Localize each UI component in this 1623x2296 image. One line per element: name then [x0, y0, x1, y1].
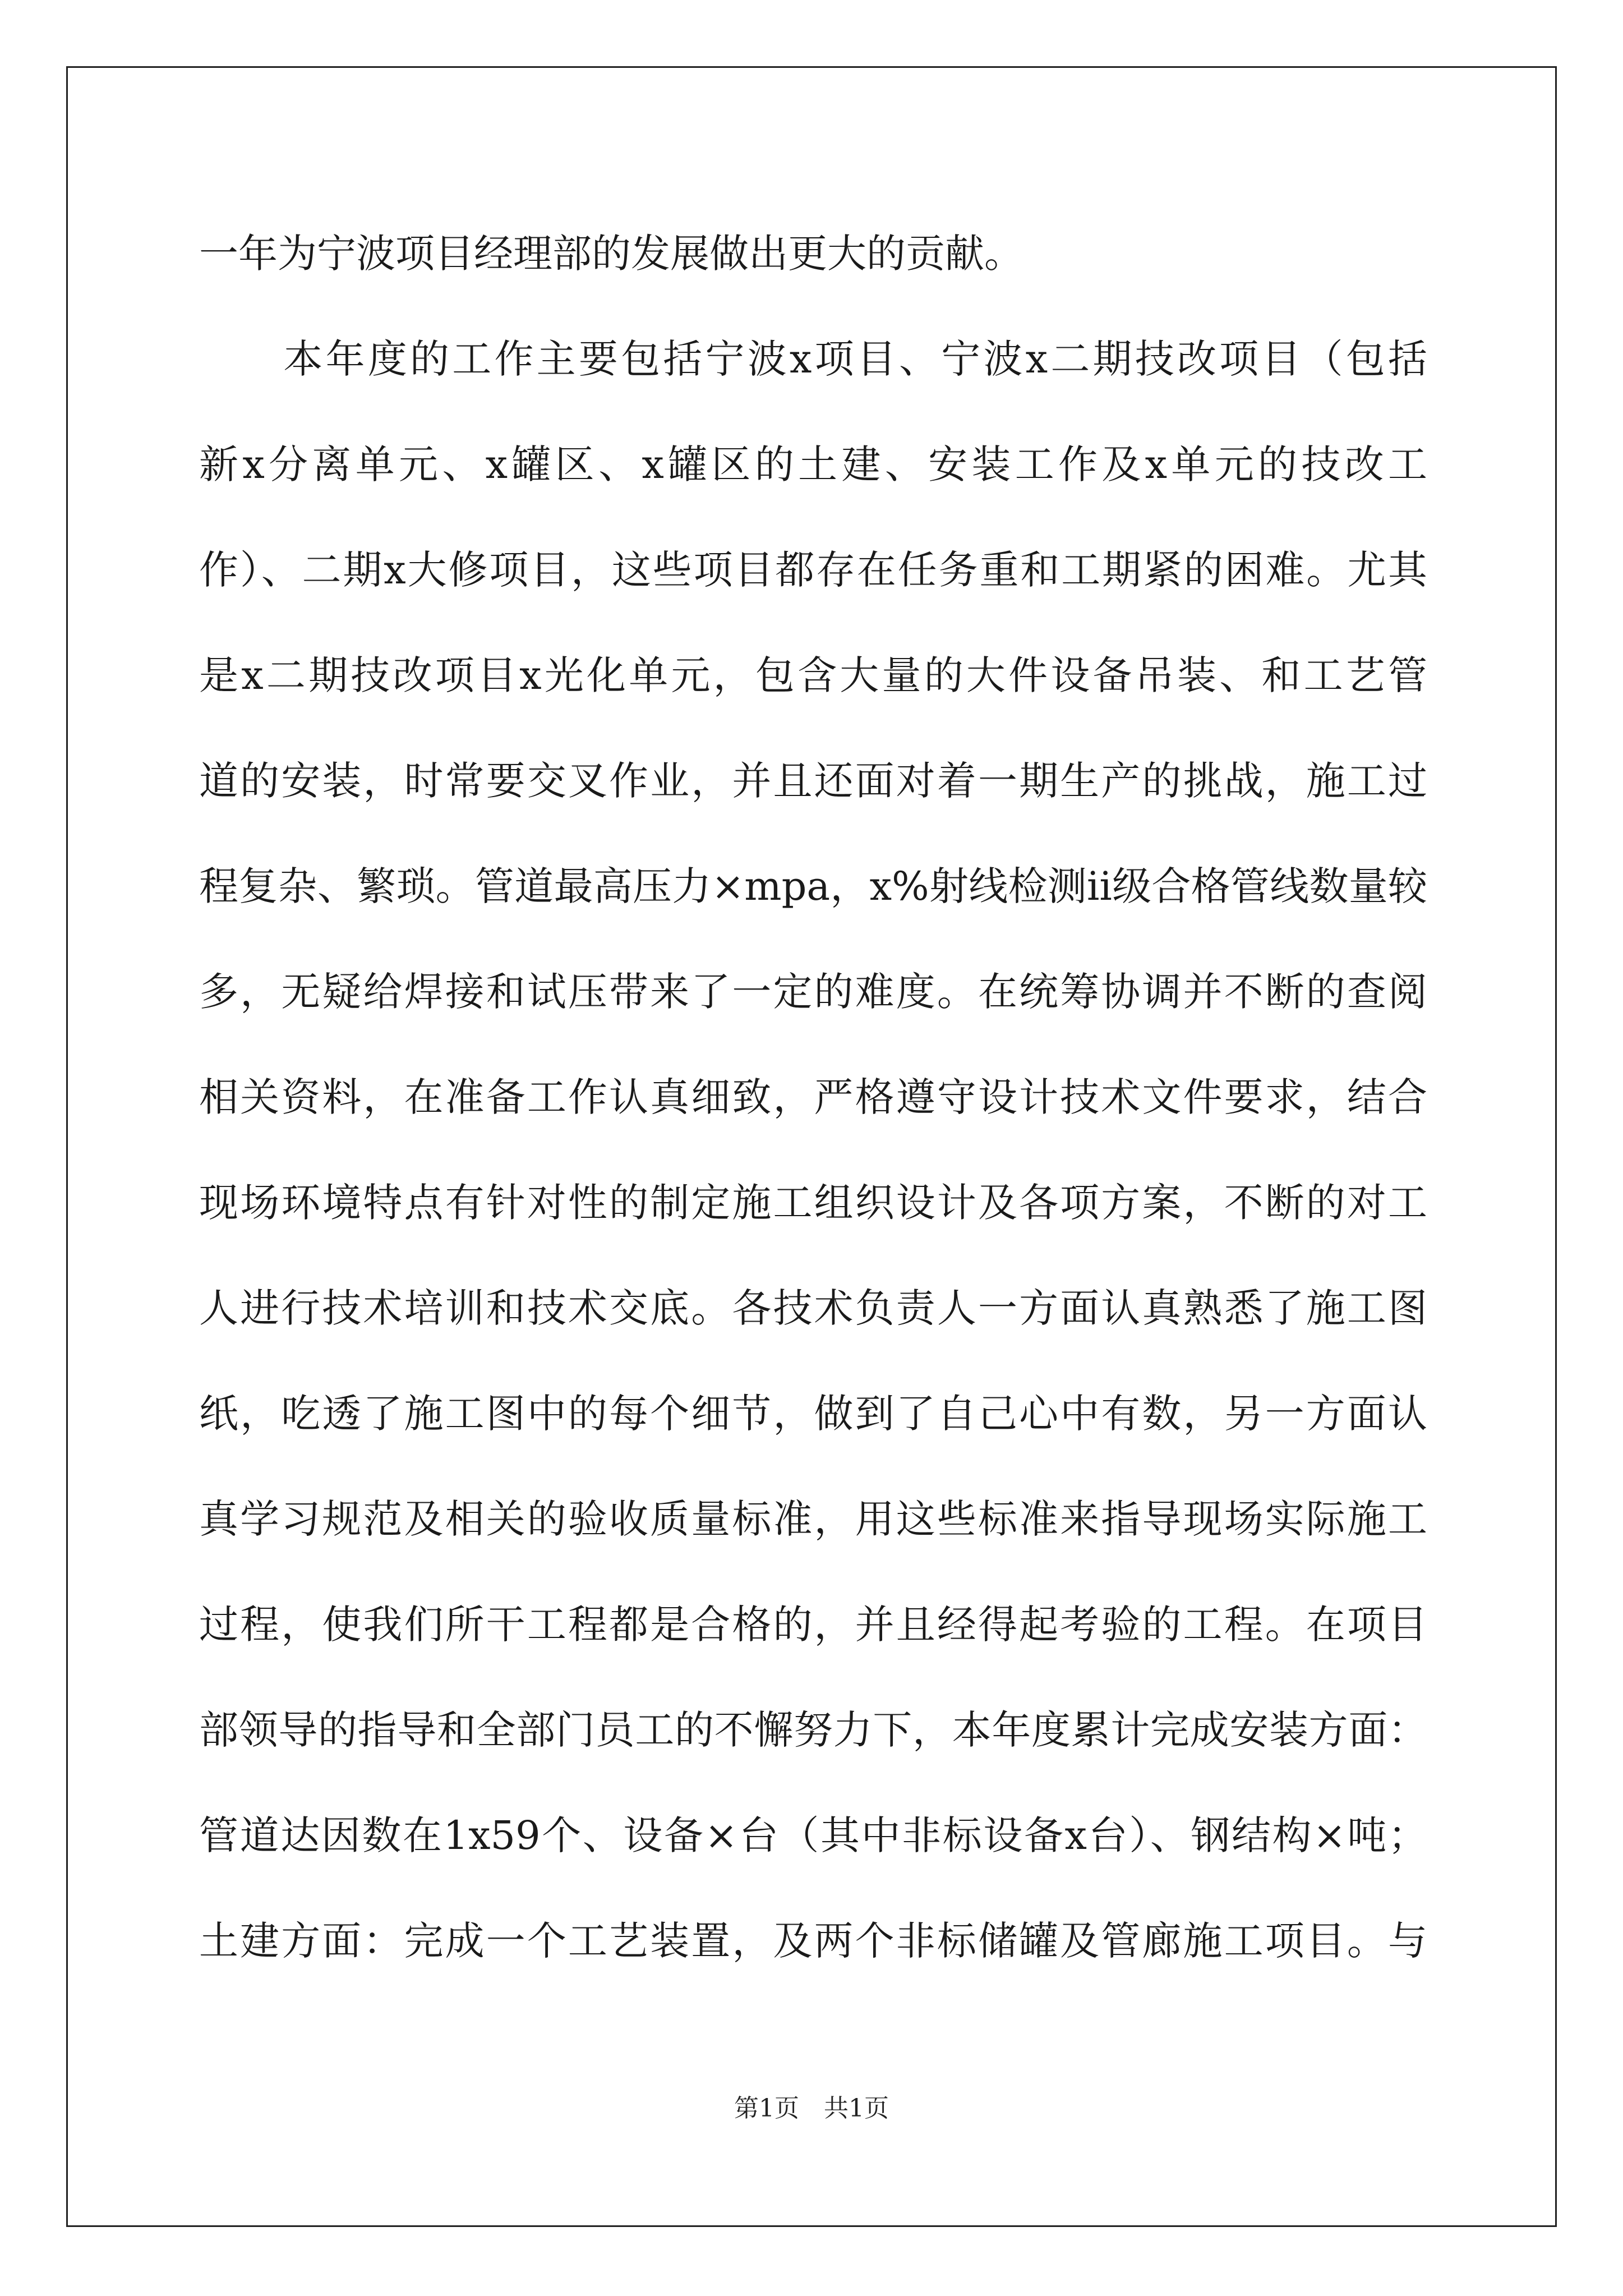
text-line: 程复杂、繁琐。管道最高压力×mpa，x%射线检测ii级合格管线数量较	[199, 863, 1427, 909]
text-line: 一年为宁波项目经理部的发展做出更大的贡献。	[199, 231, 1023, 277]
text-line: 作）、二期x大修项目，这些项目都存在任务重和工期紧的困难。尤其	[199, 547, 1427, 593]
text-line: 过程，使我们所干工程都是合格的，并且经得起考验的工程。在项目	[199, 1602, 1427, 1648]
text-line: 现场环境特点有针对性的制定施工组织设计及各项方案，不断的对工	[199, 1180, 1427, 1226]
text-line: 相关资料，在准备工作认真细致，严格遵守设计技术文件要求，结合	[199, 1074, 1427, 1120]
page-total: 共1页	[824, 2094, 889, 2123]
text-line: 是x二期技改项目x光化单元，包含大量的大件设备吊装、和工艺管	[199, 652, 1427, 698]
document-body	[199, 201, 1427, 1994]
text-line: 道的安装，时常要交叉作业，并且还面对着一期生产的挑战，施工过	[199, 758, 1427, 804]
text-line: 纸，吃透了施工图中的每个细节，做到了自己心中有数，另一方面认	[199, 1391, 1427, 1437]
page-footer	[0, 2088, 1623, 2124]
text-line: 本年度的工作主要包括宁波x项目、宁波x二期技改项目（包括	[199, 336, 1427, 382]
text-line: 管道达因数在1x59个、设备×台（其中非标设备x台）、钢结构×吨；	[199, 1812, 1427, 1858]
text-line: 多，无疑给焊接和试压带来了一定的难度。在统筹协调并不断的查阅	[199, 969, 1427, 1015]
text-line: 真学习规范及相关的验收质量标准，用这些标准来指导现场实际施工	[199, 1496, 1427, 1542]
page-number: 第1页	[734, 2094, 799, 2123]
text-line: 部领导的指导和全部门员工的不懈努力下，本年度累计完成安装方面：	[199, 1707, 1427, 1753]
text-line: 新x分离单元、x罐区、x罐区的土建、安装工作及x单元的技改工	[199, 441, 1427, 487]
text-line: 人进行技术培训和技术交底。各技术负责人一方面认真熟悉了施工图	[199, 1285, 1427, 1331]
text-line: 土建方面：完成一个工艺装置，及两个非标储罐及管廊施工项目。与	[199, 1918, 1427, 1964]
